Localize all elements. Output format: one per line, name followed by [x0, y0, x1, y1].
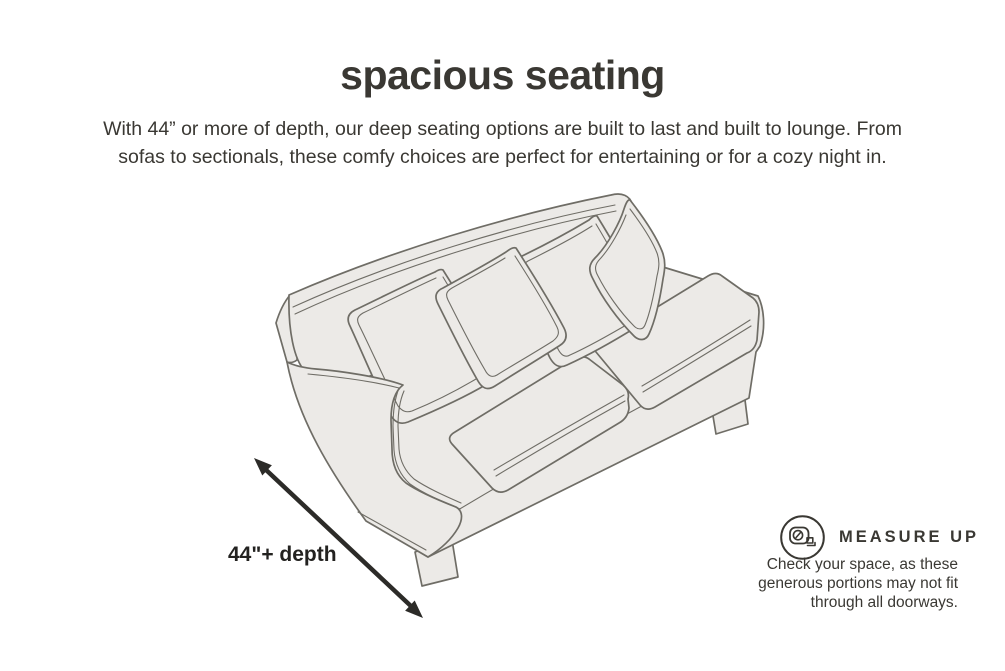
depth-dimension-label: 44"+ depth — [228, 543, 337, 566]
measure-up-title: MEASURE UP — [839, 528, 980, 546]
description-line: sofas to sectionals, these comfy choices are perfect for entertaining or for a cozy night in. — [118, 145, 887, 168]
measure-note-line: generous portions may not fit — [758, 575, 958, 592]
description-line: With 44” or more of depth, our deep seating options are built to last and built to lounge. From — [103, 118, 902, 140]
measure-up-header — [779, 514, 979, 561]
measure-up-note — [718, 555, 958, 612]
measure-note-line: Check your space, as these — [766, 556, 958, 573]
tape-measure-icon — [779, 514, 826, 561]
page-title: spacious seating — [340, 52, 665, 98]
measure-note-line: through all doorways. — [810, 594, 958, 611]
